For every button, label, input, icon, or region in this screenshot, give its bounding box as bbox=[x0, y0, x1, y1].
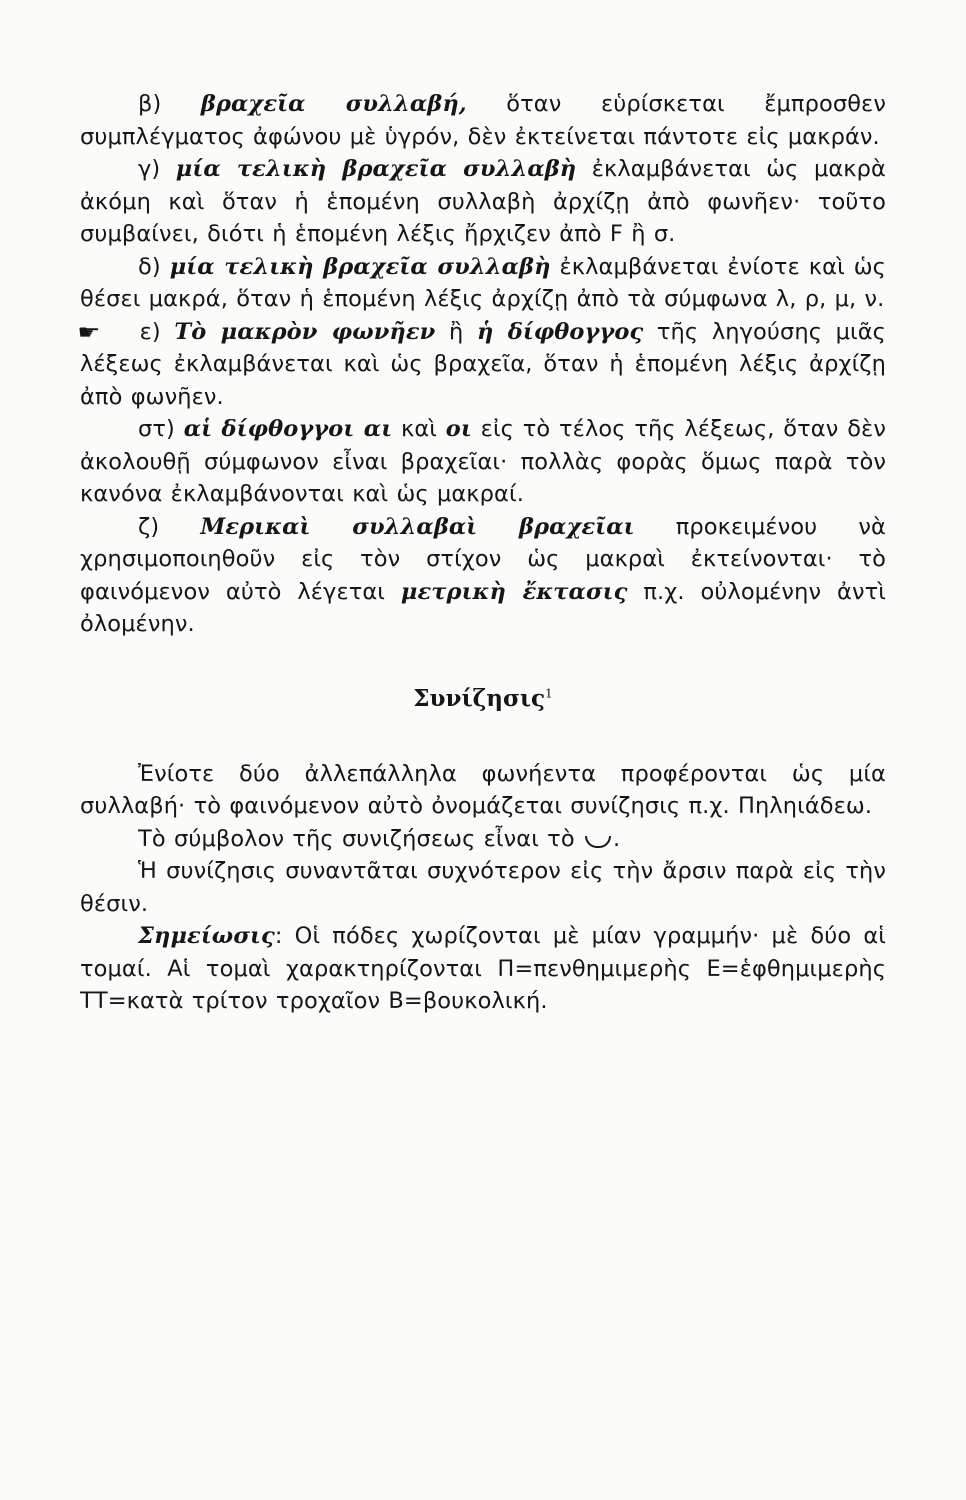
paragraph-text: καὶ bbox=[392, 416, 446, 442]
item-label: δ) bbox=[138, 253, 161, 280]
synizesis-symbol-icon bbox=[585, 836, 611, 848]
paragraph-synizesis-usage: Ἡ συνίζησις συναντᾶται συχνότερον εἰς τὴν ἄρσιν παρὰ εἰς τὴν θέσιν. bbox=[80, 858, 886, 917]
section-heading bbox=[80, 685, 886, 712]
paragraph-text: ἐκλαμβάνεται ἐνίοτε καὶ ὡς θέσει μακρά, ὅταν ἡ ἑπομένη λέξις ἀρχίζῃ ἀπὸ τὰ σύμφωνα λ, ρ, μ, ν. bbox=[80, 253, 886, 312]
paragraph-gamma bbox=[80, 153, 886, 251]
paragraph-text: . bbox=[612, 825, 621, 852]
section-title: Συνίζησις bbox=[413, 684, 546, 712]
bold-term: μία τελικὴ βραχεῖα συλλαβὴ bbox=[169, 253, 551, 280]
item-label: γ) bbox=[138, 156, 161, 182]
bold-term: Τὸ μακρὸν φωνῆεν bbox=[174, 318, 436, 345]
bold-term: ἡ δίφθογγος bbox=[476, 318, 644, 345]
paragraph-text: ὅταν εὑρίσκεται ἔμπροσθεν συμπλέγματος ἀφώνου μὲ ὑγρόν, δὲν ἐκτείνεται πάντοτε εἰς μακράν. bbox=[80, 91, 886, 150]
paragraph-epsilon bbox=[77, 316, 886, 414]
note-label: Σημείωσις bbox=[138, 923, 275, 949]
bold-term: μετρικὴ ἔκτασις bbox=[400, 578, 628, 605]
paragraph-note bbox=[80, 920, 886, 1018]
bold-term: μία τελικὴ βραχεῖα συλλαβὴ bbox=[175, 156, 577, 182]
paragraph-text: Τὸ σύμβολον τῆς συνιζήσεως εἶναι τὸ bbox=[138, 825, 575, 852]
pointing-hand-icon: ☛ bbox=[77, 319, 101, 344]
item-label: ζ) bbox=[138, 513, 160, 540]
footnote-marker: 1 bbox=[545, 685, 553, 700]
bold-term: Μερικαὶ συλλαβαὶ βραχεῖαι bbox=[200, 513, 635, 540]
paragraph-text: : Οἱ πόδες χωρίζονται μὲ μίαν γραμμήν· μὲ δύο αἱ τομαί. Αἱ τομαὶ χαρακτηρίζονται Π=πενθημιμερὴς Ε=ἑφθημιμερὴς ΤΤ=κατὰ τρίτον τροχαῖον Β=βουκολική. bbox=[80, 923, 886, 1014]
item-label: β) bbox=[138, 91, 162, 117]
item-label: στ) bbox=[138, 416, 175, 442]
paragraph-delta bbox=[80, 251, 886, 316]
paragraph-text: προκειμένου νὰ χρησιμοποιηθοῦν εἰς τὸν στίχον ὡς μακραὶ ἐκτείνονται· τὸ φαινόμενον αὐτὸ λέγεται bbox=[80, 513, 886, 605]
item-label: ε) bbox=[139, 318, 161, 345]
bold-term: βραχεῖα συλλαβή, bbox=[200, 91, 467, 117]
paragraph-text: ἐκλαμβάνεται ὡς μακρὰ ἀκόμη καὶ ὅταν ἡ ἑπομένη συλλαβὴ ἀρχίζῃ ἀπὸ φωνῆεν· τοῦτο συμβαίνει, διότι ἡ ἑπομένη λέξις ἤρχιζεν ἀπὸ F ἢ σ. bbox=[80, 156, 886, 247]
paragraph-synizesis-symbol bbox=[80, 823, 886, 856]
bold-term: οι bbox=[445, 416, 472, 442]
paragraph-text: ἢ bbox=[435, 318, 477, 345]
paragraph-synizesis-definition: Ἐνίοτε δύο ἀλλεπάλληλα φωνήεντα προφέρονται ὡς μία συλλαβή· τὸ φαινόμενον αὐτὸ ὀνομάζεται συνίζησις π.χ. Πηληιάδεω. bbox=[80, 760, 886, 819]
paragraph-beta bbox=[80, 88, 886, 153]
paragraph-text: εἰς τὸ τέλος τῆς λέξεως, ὅταν δὲν ἀκολουθῇ σύμφωνον εἶναι βραχεῖαι· πολλὰς φορὰς ὅμως παρὰ τὸν κανόνα ἐκλαμβάνονται καὶ ὡς μακραί. bbox=[80, 416, 886, 507]
paragraph-text: τῆς ληγούσης μιᾶς λέξεως ἐκλαμβάνεται καὶ ὡς βραχεῖα, ὅταν ἡ ἑπομένη λέξις ἀρχίζῃ ἀπὸ φωνῆεν. bbox=[80, 318, 886, 410]
paragraph-st bbox=[80, 413, 886, 511]
paragraph-zeta bbox=[80, 511, 886, 641]
bold-term: αἱ δίφθογγοι αι bbox=[183, 416, 393, 442]
paragraph-text: π.χ. οὐλομένην ἀντὶ ὀλομένην. bbox=[80, 578, 886, 637]
